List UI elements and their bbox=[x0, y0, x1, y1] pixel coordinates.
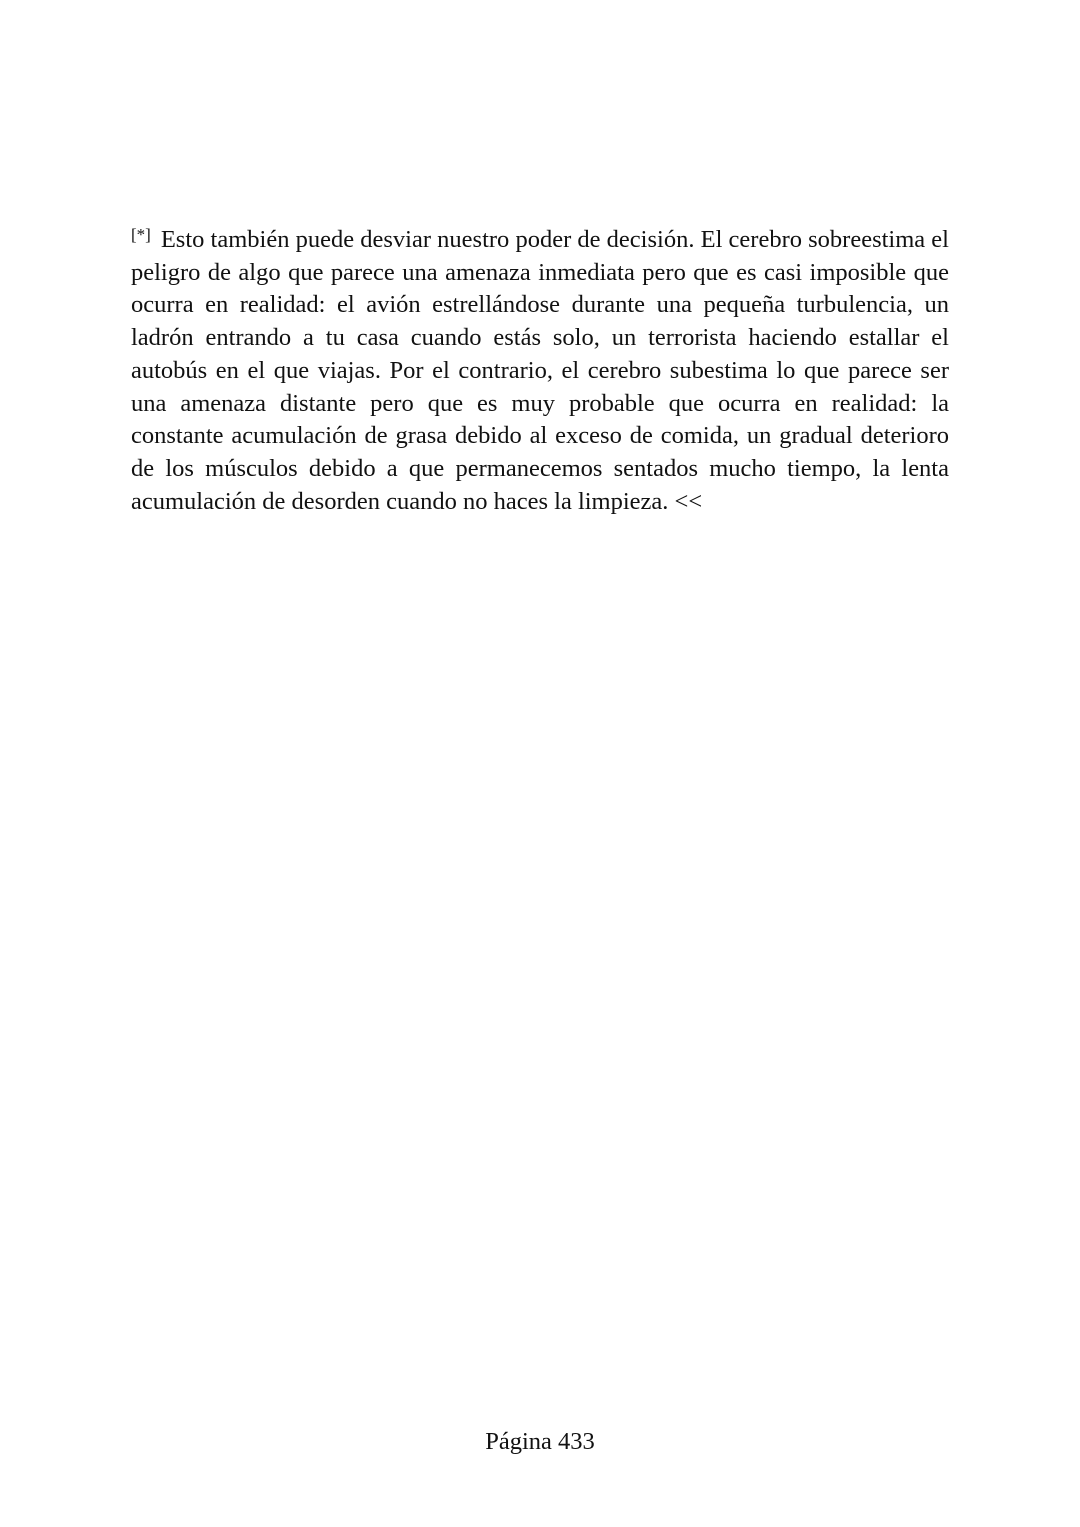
footnote-marker: [*] bbox=[131, 225, 151, 244]
footnote-back-link[interactable]: << bbox=[674, 487, 703, 515]
footnote-text: Esto también puede desviar nuestro poder de decisión. El cerebro sobreestima el peligro de algo que parece una amenaza inmediata pero que es casi imposible que ocurra en realidad: el avión estrellándose durante una pequeña turbulencia, un ladrón entrando a tu casa cuando estás solo, un terrorista haciendo estallar el autobús en el que viajas. Por el contrario, el cerebro subestima lo que parece ser una amenaza distante pero que es muy probable que ocurra en realidad: la constante acumulación de grasa debido al exceso de comida, un gradual deterioro de los músculos debido a que permanecemos sentados mucho tiempo, la lenta acumulación de desorden cuando no haces la limpieza. bbox=[131, 226, 949, 515]
footnote-paragraph bbox=[131, 224, 949, 518]
page-number: Página 433 bbox=[485, 1428, 595, 1455]
